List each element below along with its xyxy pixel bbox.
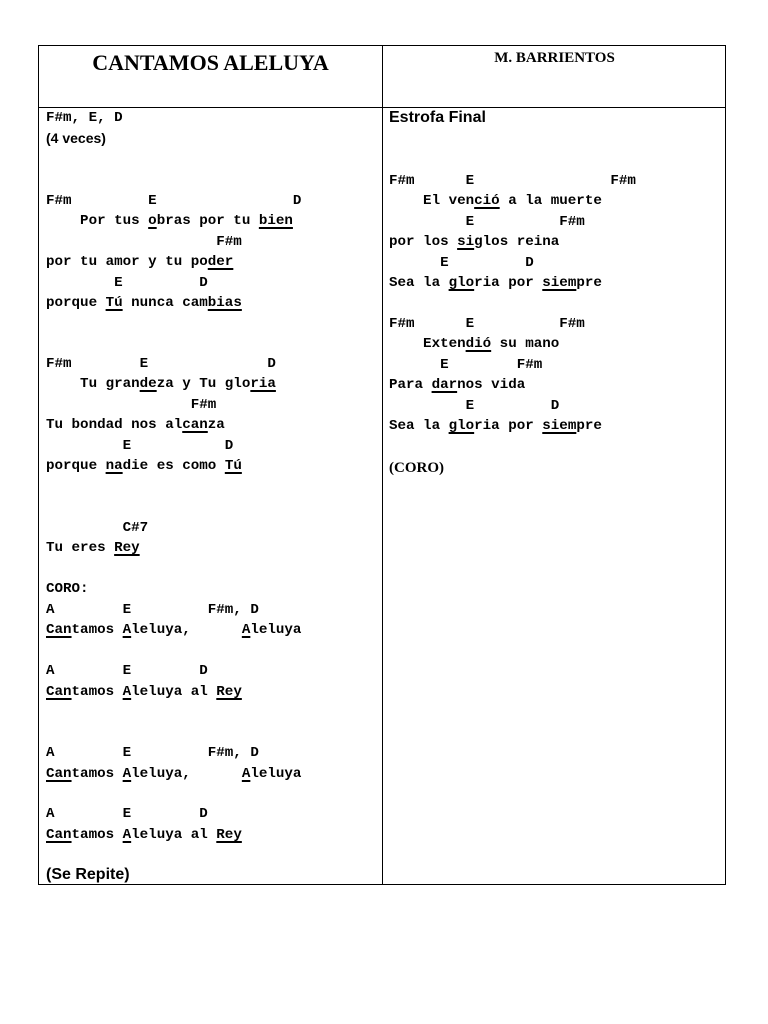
chord-line [46,233,242,251]
chord-line [389,213,585,231]
song-author: M. BARRIENTOS [494,50,615,66]
text-segment: Tu eres [46,540,115,556]
text-segment: (4 veces) [46,130,106,146]
text-segment: bras por tu [156,213,259,229]
text-segment: za y Tu glo [156,376,251,392]
chord-line [46,355,276,373]
note-line [46,129,106,147]
lyric-line [389,376,525,394]
lyric-line [46,826,242,844]
lyric-line [389,335,559,353]
text-segment: E D [389,255,534,271]
text-segment: E F#m [389,214,585,230]
text-segment: Estrofa Final [389,109,486,126]
lyric-line [389,274,602,292]
text-segment: F#m [46,234,242,250]
chord-line [46,805,208,823]
text-segment: F#m [46,397,217,413]
note-line [389,109,486,127]
chord-line [46,437,233,455]
stressed-syllable: o [148,213,157,229]
text-segment: Exten [389,336,466,352]
chord-line [389,172,636,190]
stressed-syllable: Rey [216,684,242,700]
text-segment: za [207,417,225,433]
stressed-syllable: A [241,766,251,782]
stressed-syllable: Can [46,827,72,843]
lyric-line [389,192,602,210]
stressed-syllable: Tú [224,458,242,474]
chord-line [46,274,208,292]
text-segment: Tu bondad nos al [46,417,183,433]
text-segment: E D [46,438,234,454]
lyric-line [46,765,301,783]
lyric-line [46,253,233,271]
stressed-syllable: A [122,766,132,782]
text-segment: leluya al [131,684,217,700]
lyric-line [46,416,225,434]
chord-line [46,519,148,537]
stressed-syllable: A [122,622,132,638]
chord-line [46,109,123,127]
text-segment: A E F#m, D [46,745,259,761]
stressed-syllable: na [105,458,123,474]
chord-line [389,397,559,415]
text-segment: porque [46,295,106,311]
text-segment: E D [46,275,208,291]
stressed-syllable: Can [46,622,72,638]
lyric-line [46,457,242,475]
text-segment: Tu gran [46,376,140,392]
lyric-line [46,683,242,701]
stressed-syllable: dar [431,377,458,393]
stressed-syllable: can [182,417,208,433]
stressed-syllable: ció [474,193,500,209]
text-segment: leluya [250,766,302,782]
text-segment: por los [389,234,458,250]
text-segment: por tu amor y tu po [46,254,208,270]
stressed-syllable: Can [46,684,72,700]
text-segment: Por tus [46,213,149,229]
chord-line [46,744,259,762]
lyric-line [46,294,242,312]
stressed-syllable: A [122,684,132,700]
text-segment: tamos [71,766,123,782]
text-segment: E D [389,398,560,414]
chord-line [389,254,534,272]
stressed-syllable: Rey [216,827,242,843]
text-segment: su mano [491,336,560,352]
text-segment: tamos [71,827,123,843]
chord-line [46,396,216,414]
text-segment: (Se Repite) [46,866,130,883]
stressed-syllable: siem [542,418,577,434]
text-segment: F#m E D [46,193,302,209]
song-title: CANTAMOS ALELUYA [92,50,329,75]
stressed-syllable: si [457,234,475,250]
chord-line [46,580,89,598]
text-segment: Sea la [389,275,449,291]
text-segment: E F#m [389,357,543,373]
lyric-line [46,375,276,393]
text-segment: F#m E D [46,356,276,372]
note-line [46,866,130,884]
text-segment: F#m E F#m [389,173,636,189]
stressed-syllable: siem [542,275,577,291]
text-segment: pre [576,275,602,291]
text-segment: pre [576,418,602,434]
text-segment: C#7 [46,520,149,536]
text-segment: (CORO) [389,460,444,476]
lyric-line [46,621,301,639]
text-segment: A E D [46,663,208,679]
stressed-syllable: bien [258,213,293,229]
song-sheet [38,45,726,885]
lyric-line [389,417,602,435]
text-segment: die es como [122,458,225,474]
text-segment: A E D [46,806,208,822]
text-segment: porque [46,458,106,474]
column-divider [382,46,383,884]
lyric-line [46,212,293,230]
text-segment: F#m, E, D [46,110,123,126]
text-segment: a la muerte [499,193,602,209]
text-segment: ria por [474,275,543,291]
text-segment: A E F#m, D [46,602,259,618]
stressed-syllable: de [139,376,157,392]
stressed-syllable: Tú [105,295,123,311]
text-segment: El ven [389,193,475,209]
stressed-syllable: bias [207,295,242,311]
text-segment: Sea la [389,418,449,434]
text-segment: CORO: [46,581,89,597]
stressed-syllable: Rey [114,540,140,556]
stressed-syllable: glo [448,275,475,291]
text-segment: leluya [250,622,302,638]
text-segment: leluya, [131,766,242,782]
stressed-syllable: glo [448,418,475,434]
header-divider [39,107,725,108]
stressed-syllable: ria [250,376,276,392]
text-segment: Para [389,377,432,393]
chord-line [389,356,542,374]
lyric-line [46,539,140,557]
chord-line [46,662,208,680]
text-segment: nos vida [457,377,526,393]
text-segment: nunca cam [122,295,208,311]
text-segment: tamos [71,622,123,638]
note-line [389,459,444,477]
stressed-syllable: dió [465,336,492,352]
text-segment: ria por [474,418,543,434]
chord-line [389,315,585,333]
text-segment: leluya al [131,827,217,843]
stressed-syllable: A [122,827,132,843]
chord-line [46,601,259,619]
text-segment: F#m E F#m [389,316,585,332]
stressed-syllable: der [207,254,234,270]
stressed-syllable: A [241,622,251,638]
text-segment: leluya, [131,622,242,638]
chord-line [46,192,301,210]
text-segment: tamos [71,684,123,700]
stressed-syllable: Can [46,766,72,782]
lyric-line [389,233,559,251]
text-segment: glos reina [474,234,560,250]
